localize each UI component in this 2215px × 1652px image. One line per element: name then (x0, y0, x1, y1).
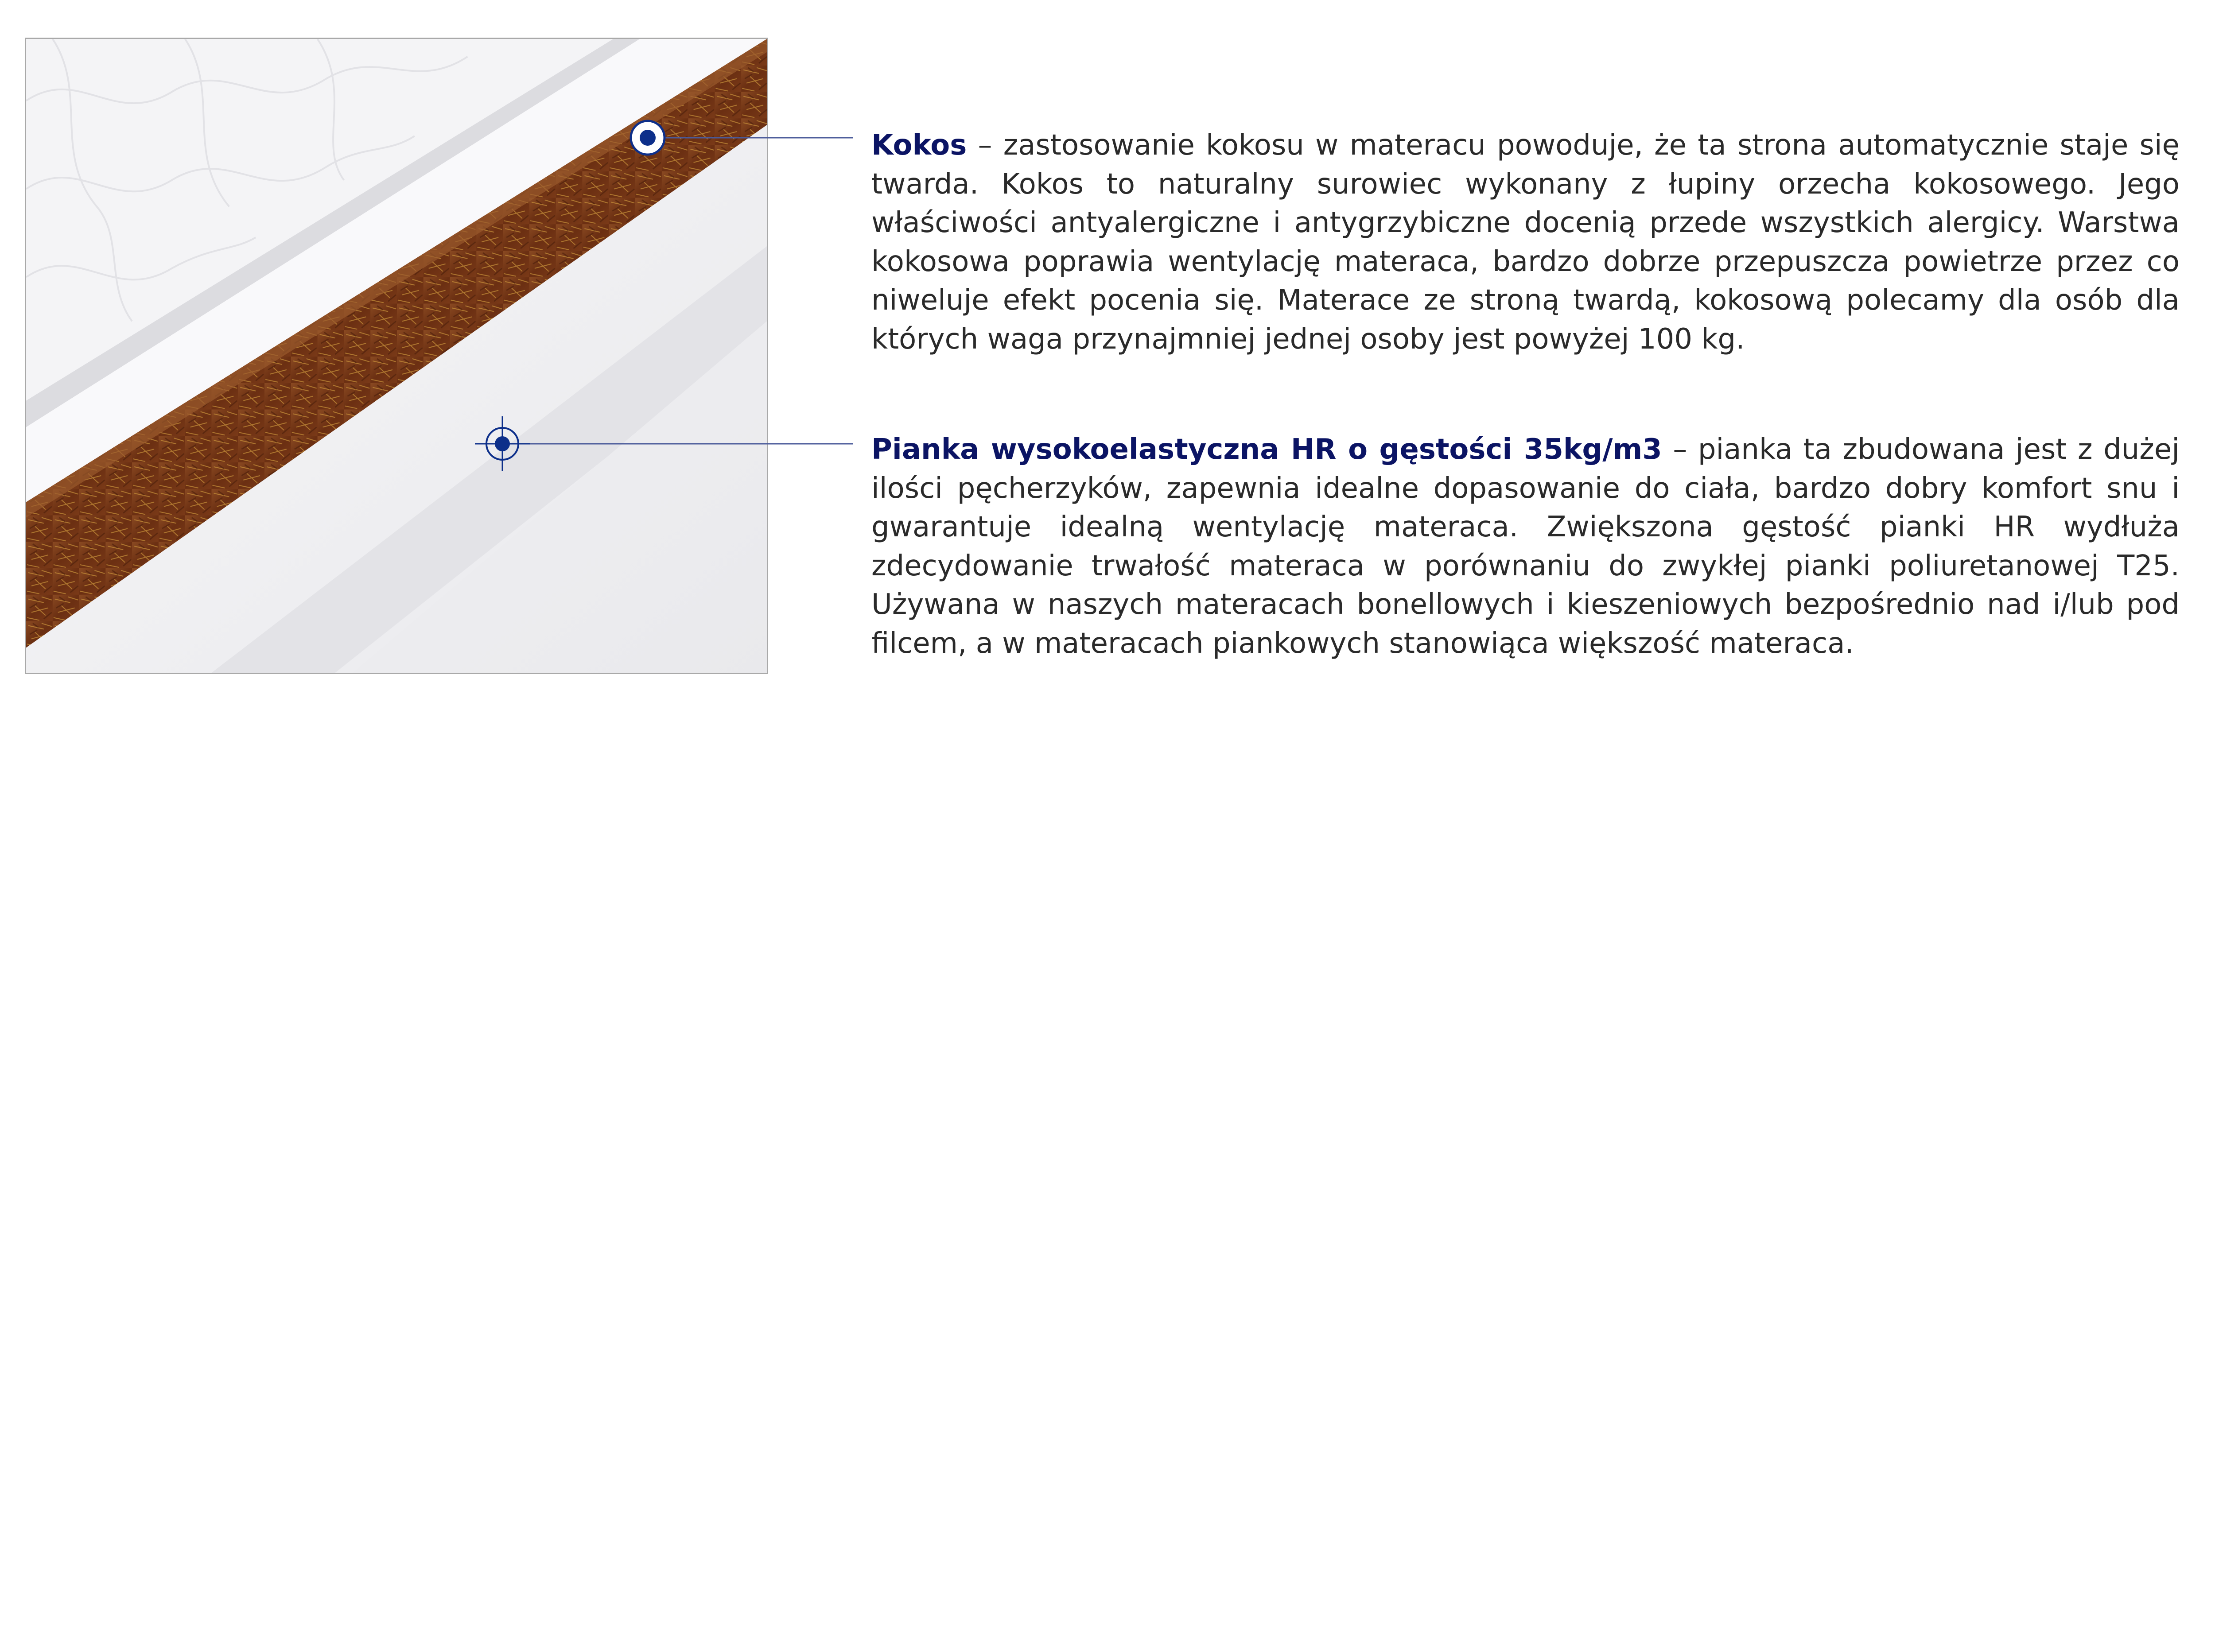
kokos-term: Kokos (871, 129, 967, 162)
hr-foam-text: – pianka ta zbudowana jest z dużej ilości pęcherzyków, zapewnia idealne dopasowanie do ciała, bardzo dobry komfort snu i gwarantuje idealną wentylację materaca. Zwiększona gęstość pianki HR wydłuża zdecydowanie trwałość materaca w porównaniu do zwykłej pianki poliuretanowej T25. Używana w naszych materacach bonellowych i kieszeniowych bezpośrednio nad i/lub pod filcem, a w materacach piankowych stanowiąca większość materaca. (871, 433, 2180, 660)
mattress-cross-section-image (25, 38, 768, 674)
kokos-text: – zastosowanie kokosu w materacu powoduje, że ta strona automatycznie staje się twarda. Kokos to naturalny surowiec wykonany z łupiny orzecha kokosowego. Jego właściwości antyalergiczne i antygrzybiczne docenią przede wszystkich alergicy. Warstwa kokosowa poprawia wentylację materaca, bardzo dobrze przepuszcza powietrze przez co niweluje efekt pocenia się. Materace ze stroną twardą, kokosową polecamy dla osób dla których waga przynajmniej jednej osoby jest powyżej 100 kg. (871, 129, 2180, 356)
hr-foam-term: Pianka wysokoelastyczna HR o gęstości 35kg/m3 (871, 433, 1662, 466)
kokos-description (871, 126, 2180, 359)
mattress-layers-drawing (26, 39, 767, 673)
hr-foam-description (871, 430, 2180, 663)
